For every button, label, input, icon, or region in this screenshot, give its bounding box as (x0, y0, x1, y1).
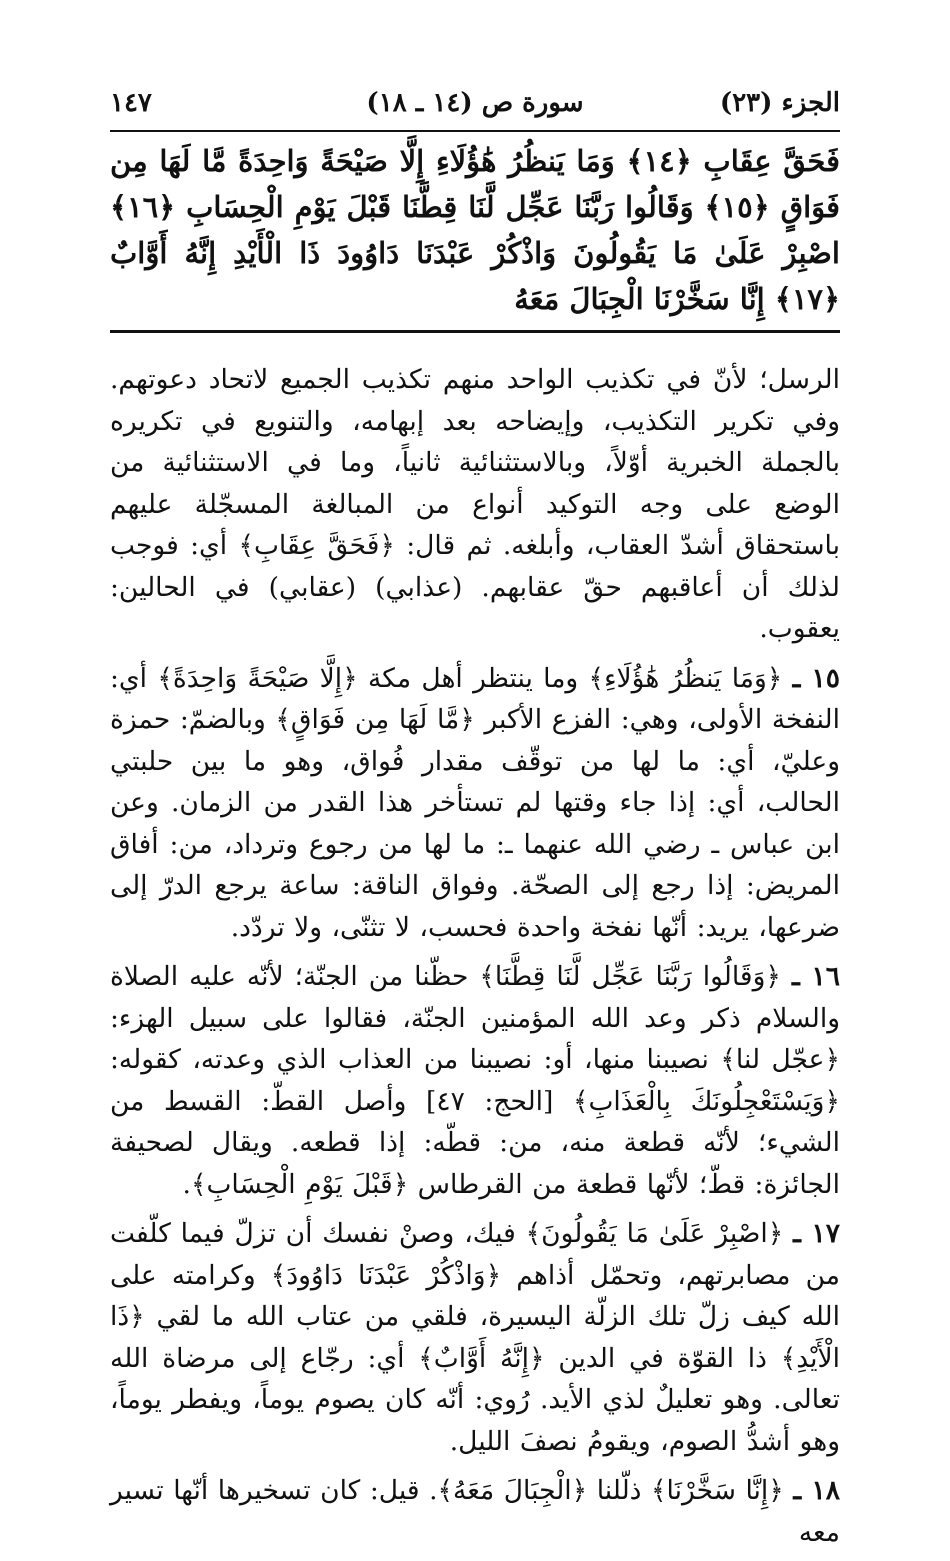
commentary-paragraph (110, 956, 840, 1205)
commentary-paragraph (110, 1213, 840, 1462)
quran-verses: فَحَقَّ عِقَابِ ﴿١٤﴾ وَمَا يَنظُرُ هَٰؤُلَاءِ إِلَّا صَيْحَةً وَاحِدَةً مَّا لَهَا مِن فَوَاقٍ ﴿١٥﴾ وَقَالُوا رَبَّنَا عَجِّل لَّنَا قِطَّنَا قَبْلَ يَوْمِ الْحِسَابِ ﴿١٦﴾ اصْبِرْ عَلَىٰ مَا يَقُولُونَ وَاذْكُرْ عَبْدَنَا دَاوُودَ ذَا الْأَيْدِ إِنَّهُ أَوَّابٌ ﴿١٧﴾ إِنَّا سَخَّرْنَا الْجِبَالَ مَعَهُ (110, 144, 840, 316)
verse-number: ١٨ ـ (793, 1475, 840, 1506)
paragraph-text: ﴿وَقَالُوا رَبَّنَا عَجِّل لَّنَا قِطَّنَا﴾ حظّنا من الجنّة؛ لأنّه عليه الصلاة والسلام ذكر وعد الله المؤمنين الجنّة، فقالوا على سبيل الهزء: ﴿عجّل لنا﴾ نصيبنا منها، أو: نصيبنا من العذاب الذي وعدته، كقوله: ﴿وَيَسْتَعْجِلُونَكَ بِالْعَذَابِ﴾ [الحج: ٤٧] وأصل القطّ: القسط من الشيء؛ لأنّه قطعة منه، من: قطّه: إذا قطعه. ويقال لصحيفة الجائزة: قطّ؛ لأنّها قطعة من القرطاس ﴿قَبْلَ يَوْمِ الْحِسَابِ﴾. (110, 961, 840, 1200)
commentary-paragraph (110, 1470, 840, 1553)
page-header (110, 80, 840, 130)
verse-number: ١٦ ـ (791, 961, 840, 992)
header-divider (110, 130, 840, 132)
paragraph-text: الرسل؛ لأنّ في تكذيب الواحد منهم تكذيب الجميع لاتحاد دعوتهم. وفي تكرير التكذيب، وإيضاحه بعد إبهامه، والتنويع في تكريره بالجملة الخبرية أوّلاً، وبالاستثنائية ثانياً، وما في الاستثنائية من الوضع على وجه التوكيد أنواع من المبالغة المسجّلة عليهم باستحقاق أشدّ العقاب، وأبلغه. ثم قال: ﴿فَحَقَّ عِقَابِ﴾ أي: فوجب لذلك أن أعاقبهم حقّ عقابهم. (عذابي) (عقابي) في الحالين: يعقوب. (110, 364, 840, 644)
commentary-paragraph (110, 658, 840, 949)
surah-label: سورة ص (١٤ ـ ١٨) (366, 88, 584, 118)
verse-number: ١٥ ـ (792, 662, 840, 694)
paragraph-text: ﴿اصْبِرْ عَلَىٰ مَا يَقُولُونَ﴾ فيك، وصنْ نفسك أن تزلّ فيما كلّفت من مصابرتهم، وتحمّل أذاهم ﴿وَاذْكُرْ عَبْدَنَا دَاوُودَ﴾ وكرامته على الله كيف زلّ تلك الزلّة اليسيرة، فلقي من عتاب الله ما لقي ﴿ذَا الْأَيْدِ﴾ ذا القوّة في الدين ﴿إِنَّهُ أَوَّابٌ﴾ أي: رجّاع إلى مرضاة الله تعالى. وهو تعليلٌ لذي الأيد. رُوي: أنّه كان يصوم يوماً، ويفطر يوماً، وهو أشدُّ الصوم، ويقومُ نصفَ الليل. (110, 1218, 840, 1457)
commentary-paragraph (110, 359, 840, 650)
juz-label: الجزء (٢٣) (719, 88, 840, 118)
page-number: ١٤٧ (110, 88, 152, 118)
paragraph-text: ﴿وَمَا يَنظُرُ هَٰؤُلَاءِ﴾ وما ينتظر أهل مكة ﴿إِلَّا صَيْحَةً وَاحِدَةً﴾ أي: النفخة الأولى، وهي: الفزع الأكبر ﴿مَّا لَهَا مِن فَوَاقٍ﴾ وبالضمّ: حمزة وعليّ، أي: ما لها من توقّف مقدار فُواق، وهو ما بين حلبتي الحالب، أي: إذا جاء وقتها لم تستأخر هذا القدر من الزمان. وعن ابن عباس ـ رضي الله عنهما ـ: ما لها من رجوع وترداد، من: أفاق المريض: إذا رجع إلى الصحّة. وفواق الناقة: ساعة يرجع الدرّ إلى ضرعها، يريد: أنّها نفخة واحدة فحسب، لا تثنّى، ولا تردّد. (110, 662, 840, 943)
commentary-body (110, 359, 840, 1553)
verses-divider (110, 330, 840, 333)
paragraph-text: ﴿إِنَّا سَخَّرْنَا﴾ ذلّلنا ﴿الْجِبَالَ مَعَهُ﴾. قيل: كان تسخيرها أنّها تسير معه (110, 1475, 840, 1548)
book-page (110, 80, 840, 1561)
verse-number: ١٧ ـ (793, 1218, 840, 1249)
